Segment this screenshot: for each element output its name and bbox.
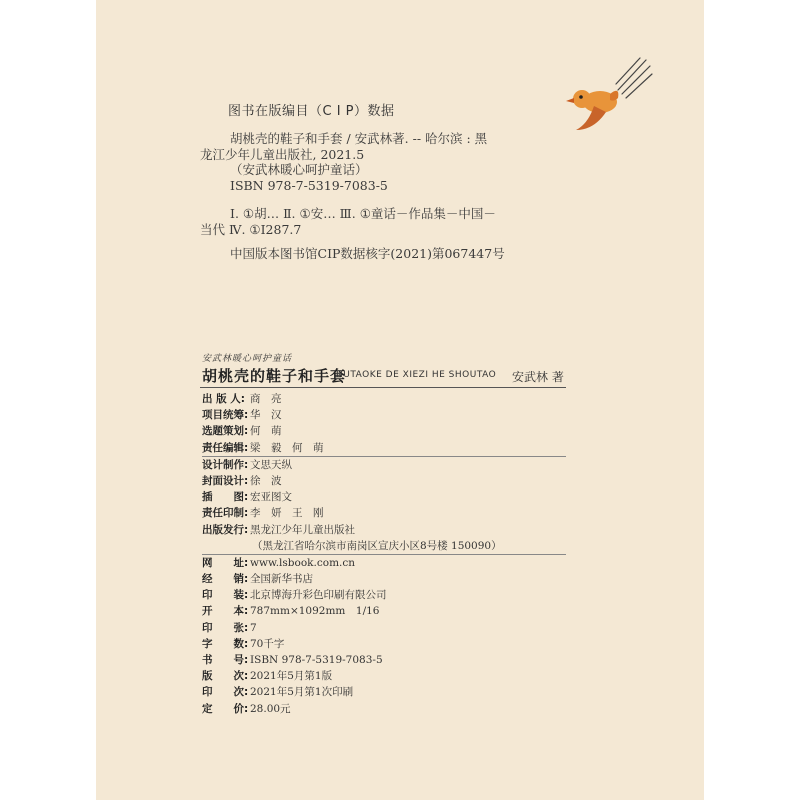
credit-value: 7 <box>250 621 257 634</box>
credit-row <box>202 407 582 423</box>
book-author: 安武林 著 <box>512 370 564 384</box>
credit-label: 经 销: <box>202 573 249 586</box>
cip-record-line: 龙江少年儿童出版社, 2021.5 <box>200 146 365 162</box>
credit-label: 插 图: <box>202 491 249 504</box>
credit-row <box>202 457 582 473</box>
credit-row <box>202 555 582 571</box>
credit-row <box>202 505 582 521</box>
credits-divider <box>202 456 566 457</box>
cip-classification-line: Ⅰ. ①胡… Ⅱ. ①安… Ⅲ. ①童话－作品集－中国－ <box>230 206 496 221</box>
credit-label: 定 价: <box>202 702 249 715</box>
cip-record <box>200 131 530 193</box>
credit-value: 宏亚图文 <box>250 491 292 504</box>
credit-value: 李 妍 王 刚 <box>250 507 324 520</box>
credit-row <box>202 603 582 619</box>
cip-record-line: ISBN 978-7-5319-7083-5 <box>230 177 388 193</box>
credit-row <box>202 587 582 603</box>
credit-value: 文思天纵 <box>250 458 292 471</box>
cip-heading: 图书在版编目（C I P）数据 <box>228 104 395 119</box>
credit-label: 出 版 人: <box>202 393 246 405</box>
credit-row <box>202 668 582 684</box>
series-label: 安武林暖心呵护童话 <box>202 354 293 364</box>
credit-row <box>202 473 582 489</box>
credit-label: 版 次: <box>202 670 249 683</box>
credit-row <box>202 391 582 407</box>
cip-classification-line: 当代 Ⅳ. ①I287.7 <box>200 221 302 237</box>
credit-value: （黑龙江省哈尔滨市南岗区宣庆小区8号楼 150090） <box>252 539 502 552</box>
cip-classification <box>200 206 530 237</box>
cip-verification <box>200 246 530 262</box>
credit-value: 2021年5月第1版 <box>250 670 333 683</box>
credit-value: 何 萌 <box>250 425 282 438</box>
credits-table <box>202 391 582 717</box>
credit-label: 网 址: <box>202 556 249 569</box>
credit-value: 全国新华书店 <box>250 573 313 586</box>
credit-value: 28.00元 <box>250 702 291 715</box>
credit-value: ISBN 978-7-5319-7083-5 <box>250 654 383 666</box>
credit-row <box>202 440 582 456</box>
credit-value: 787mm×1092mm 1/16 <box>250 605 380 618</box>
credit-row <box>202 538 582 554</box>
credit-label: 出版发行: <box>202 523 249 536</box>
credit-value: 北京博海升彩色印刷有限公司 <box>250 589 387 602</box>
book-pinyin: HUTAOKE DE XIEZI HE SHOUTAO <box>336 370 497 380</box>
book-title: 胡桃壳的鞋子和手套 <box>202 367 347 385</box>
credit-value: 华 汉 <box>250 409 282 422</box>
title-divider <box>200 387 566 388</box>
credit-row <box>202 652 582 668</box>
credit-label: 责任编辑: <box>202 441 249 454</box>
credit-label: 封面设计: <box>202 474 249 487</box>
credit-label: 印 次: <box>202 686 249 699</box>
credit-label: 选题策划: <box>202 425 249 438</box>
cip-verification-line: 中国版本图书馆CIP数据核字(2021)第067447号 <box>230 246 505 261</box>
credit-label: 责任印制: <box>202 507 249 520</box>
credit-value: 梁 毅 何 萌 <box>250 441 324 454</box>
credit-label: 印 张: <box>202 621 249 634</box>
credit-value: www.lsbook.com.cn <box>250 556 356 569</box>
credit-label: 字 数: <box>202 637 249 650</box>
credit-row <box>202 684 582 700</box>
credit-row <box>202 423 582 439</box>
credit-row <box>202 620 582 636</box>
credit-value: 徐 波 <box>250 474 282 487</box>
credit-value: 商 亮 <box>250 393 282 405</box>
credit-row <box>202 636 582 652</box>
credit-label: 项目统筹: <box>202 409 249 422</box>
cip-record-line: 胡桃壳的鞋子和手套 / 安武林著. -- 哈尔滨 : 黑 <box>230 131 488 146</box>
credit-label: 书 号: <box>202 654 249 666</box>
credit-row <box>202 571 582 587</box>
credit-row <box>202 701 582 717</box>
credit-row <box>202 489 582 505</box>
credit-row <box>202 522 582 538</box>
credit-label: 印 装: <box>202 589 249 602</box>
credit-value: 70千字 <box>250 637 285 650</box>
credit-value: 2021年5月第1次印刷 <box>250 686 354 699</box>
bird-icon <box>548 52 658 142</box>
credits-divider <box>202 554 566 555</box>
credit-label: 开 本: <box>202 605 249 618</box>
cip-record-line: （安武林暖心呵护童话） <box>230 162 368 177</box>
credit-value: 黑龙江少年儿童出版社 <box>250 523 355 536</box>
credit-label: 设计制作: <box>202 458 249 471</box>
